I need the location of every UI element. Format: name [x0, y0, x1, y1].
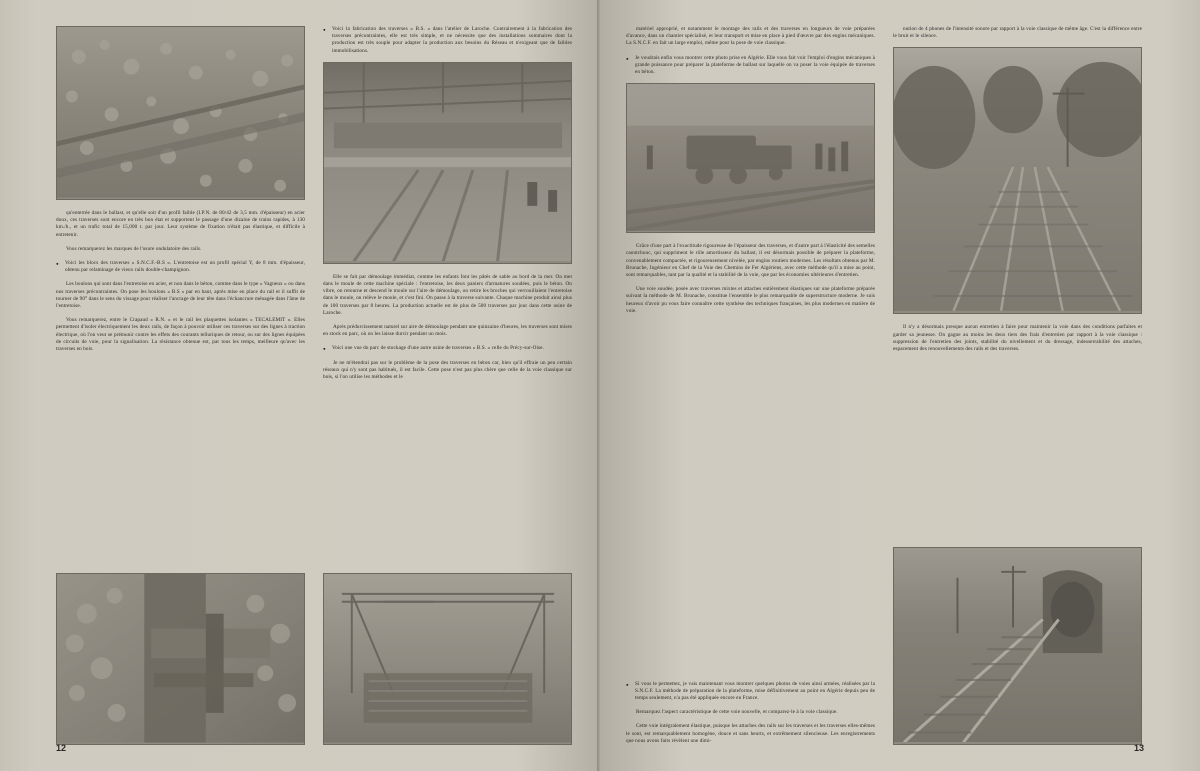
paragraph: Après prédurcissement naturel sur aire de démoulage pendant une quinzaine d'heures, les traverses sont mises en stock en parc, où on les laisse durcir pendant un mois.	[323, 324, 572, 338]
paragraph: Remarquez l'aspect caractéristique de cette voie nouvelle, et comparez-le à la voie classique.	[636, 709, 838, 716]
right-column-1	[626, 26, 875, 745]
left-column-1	[56, 26, 305, 745]
paragraph: ● Voici une vue du parc de stockage d'une autre usine de traverses « B.S. » celle du Précy-sur-Oise.	[323, 345, 572, 352]
paragraph: Vous remarquerez les marques de l'usure ondulatoire des rails.	[66, 245, 202, 252]
page-right	[600, 0, 1200, 771]
paragraph: nution de 4 phones de l'intensité sonore par rapport à la voie classique de même âge. C'est la différence entre le bruit et le silence.	[893, 26, 1142, 40]
paragraph: matériel approprié, et notamment le montage des rails et des traverses en longueurs de voie préparées d'avance, dans un chantier spécialisé, et leur transport et mise en place à pied d'œuvre par des engins mécaniques. La S.N.C.F. en fait un large emploi, même pour la pose de voie classique.	[626, 26, 875, 47]
page-number-left: 12	[56, 743, 67, 753]
page-number-right: 13	[1133, 743, 1144, 753]
paragraph: Je ne m'étendrai pas sur le problème de la pose des traverses en béton car, bien qu'il effraie un peu certain réseaux qui n'y sont pas habitués, il est facile. Cette pose n'est pas plus chère que celle de la voie classique sur bois, si l'on utilise les méthodes et le	[323, 359, 572, 381]
paragraph: qu'enterrée dans le ballast, et qu'elle soit d'un profil faible (I.P.N. de 80/42 de 3,5 mm. d'épaisseur) en acier doux, ces traverses sont encore en très bon état et supportent le passage d'une dizaine de trains rapides, à 130 km./h., et un trafic total de 15,000 t. par jour. Leur système de fixation n'était pas élastique, et difficile à entretenir.	[56, 210, 305, 238]
photo-sleeper-storage-yard-gantry	[323, 573, 572, 745]
paragraph: Il n'y a désormais presque aucun entretien à faire pour maintenir la voie dans des conditions parfaites et garder sa jeunesse. On gagne au moins les deux tiers des frais d'entretien par rapport à la voie classique : suppression de l'entretien des joints, stabilité du nivellement et du dressage, indesserrabilité des attaches, espacement des renouvellements des rails et des traverses.	[893, 324, 1142, 353]
right-columns	[626, 26, 1144, 745]
paragraph: Elle se fait par démoulage immédiat, comme les enfants font les pâtés de sable au bord de la mer. On met dans le moule de cette machine spéciale : l'entretoise, les deux paniers d'armatures soudées, puis le béton. On vibre, on retourne et descend le moule sur l'aire de démoulage, on retire les broches qui verrouillaient l'entretoise dans le moule, on relève le moule, et c'est fini. On passe à la traverse suivante. Chaque machine produit ainsi plus de 100 traverses par 8 heures. La production actuelle est de plus de 500 traverses par jour dans cette usine de Laroche.	[323, 273, 572, 316]
paragraph: Grâce d'une part à l'exactitude rigoureuse de l'épaisseur des traverses, et d'autre part à l'élasticité des semelles caoutchouc, qui suppriment le rôle amortisseur du ballast, il est désormais possible de préparer la plateforme, convenablement compactée, et rigoureusement nivelée, par engins routiers modernes. Les résultats obtenus par M. Brunache, Ingénieur en Chef de la Voie des Chemins de Fer Algériens, avec cette méthode qu'il a mise au point, sont remarquables, tant par la qualité et la stabilité de la voie, que par les économies ultérieures d'entretien.	[626, 243, 875, 279]
paragraph: ● Voici les blocs des traverses « S.N.C.F.-B.S ». L'entretoise est un profil spécial Y, de 8 mm. d'épaisseur, obtenu par relaminage de vieux rails double-champignon.	[56, 260, 305, 274]
photo-ballast-rail-closeup	[56, 26, 305, 200]
paragraph: ● Si vous le permettez, je vais maintenant vous montrer quelques photos de voies ainsi armées, réalisées par la S.N.C.F. La méthode de préparation de la plateforme, mise définitivement au point en Algérie depuis peu de temps seulement, n'a pas été appliquée encore en France.	[626, 681, 875, 703]
paragraph: Cette voie intégralement élastique, puisque les attaches des rails sur les traverses et les traverses elles-mêmes le sont, est remarquablement homogène, douce et sans heurts, et extrêmement silencieuse. Les enregistrements que nous avons faits révèlent une dimi-	[626, 723, 875, 744]
photo-double-track-line-perspective	[893, 47, 1142, 314]
paragraph: ● Voici la fabrication des traverses « B.S. » dans l'atelier de Laroche. Contrairement à la fabrication des traverses précontraintes, elle est très simple, et ne nécessite que des installations sommaires dont la production est très souple pour adapter la production aux besoins du Réseau et n'exigeant que de faibles immobilisations.	[323, 26, 572, 55]
right-column-2	[893, 26, 1142, 745]
left-columns	[56, 26, 574, 745]
paragraph: Vous remarquerez, entre le Crapaud « R.N. » et le rail les plaquettes isolantes « TECALEMIT ». Elles permettent d'isoler électriquement les deux rails, de façon à pouvoir utiliser ces traverses sur des lignes à traction électrique, où l'on veut se prémunir contre les effets des courants telluriques de retour, ou sur des lignes équipées de circuits de voie, pour la signalisation. La résistance obtenue est, par tous les temps, meilleure qu'avec les traverses en bois.	[56, 317, 305, 353]
photo-rail-fastening-detail	[56, 573, 305, 745]
photo-track-laying-machine-algeria	[626, 83, 875, 233]
photo-sleeper-factory-interior	[323, 62, 572, 264]
left-column-2	[323, 26, 572, 745]
paragraph: Les boulons qui sont dans l'entretoise en acier, et non dans le béton, comme dans le type « Vagneux » ou dans nos traverses précontraintes. On pose les boulons « B.S » par en haut, après mise en place du rail et il suffit de tourner de 90° dans le sens du vissage pour réaliser l'ancrage de leur tête dans l'échancrure ménagée dans l'âme de l'entretoise.	[56, 281, 305, 310]
photo-track-through-tunnel	[893, 547, 1142, 745]
paragraph: ● Je voudrais enfin vous montrer cette photo prise en Algérie. Elle vous fait voir l'emploi d'engins mécaniques à grande puissance pour préparer la plateforme de ballast sur laquelle on va poser la voie équipée de traverses en béton.	[626, 55, 875, 77]
paragraph: Une voie soudée, posée avec traverses mixtes et attaches entièrement élastiques sur une plateforme préparée suivant la méthode de M. Brunache, constitue l'ensemble le plus remarquable de superstructure moderne. Je suis heureux d'avoir pu vous faire connaître cette synthèse des techniques françaises, les plus modernes en matière de voie.	[626, 286, 875, 314]
